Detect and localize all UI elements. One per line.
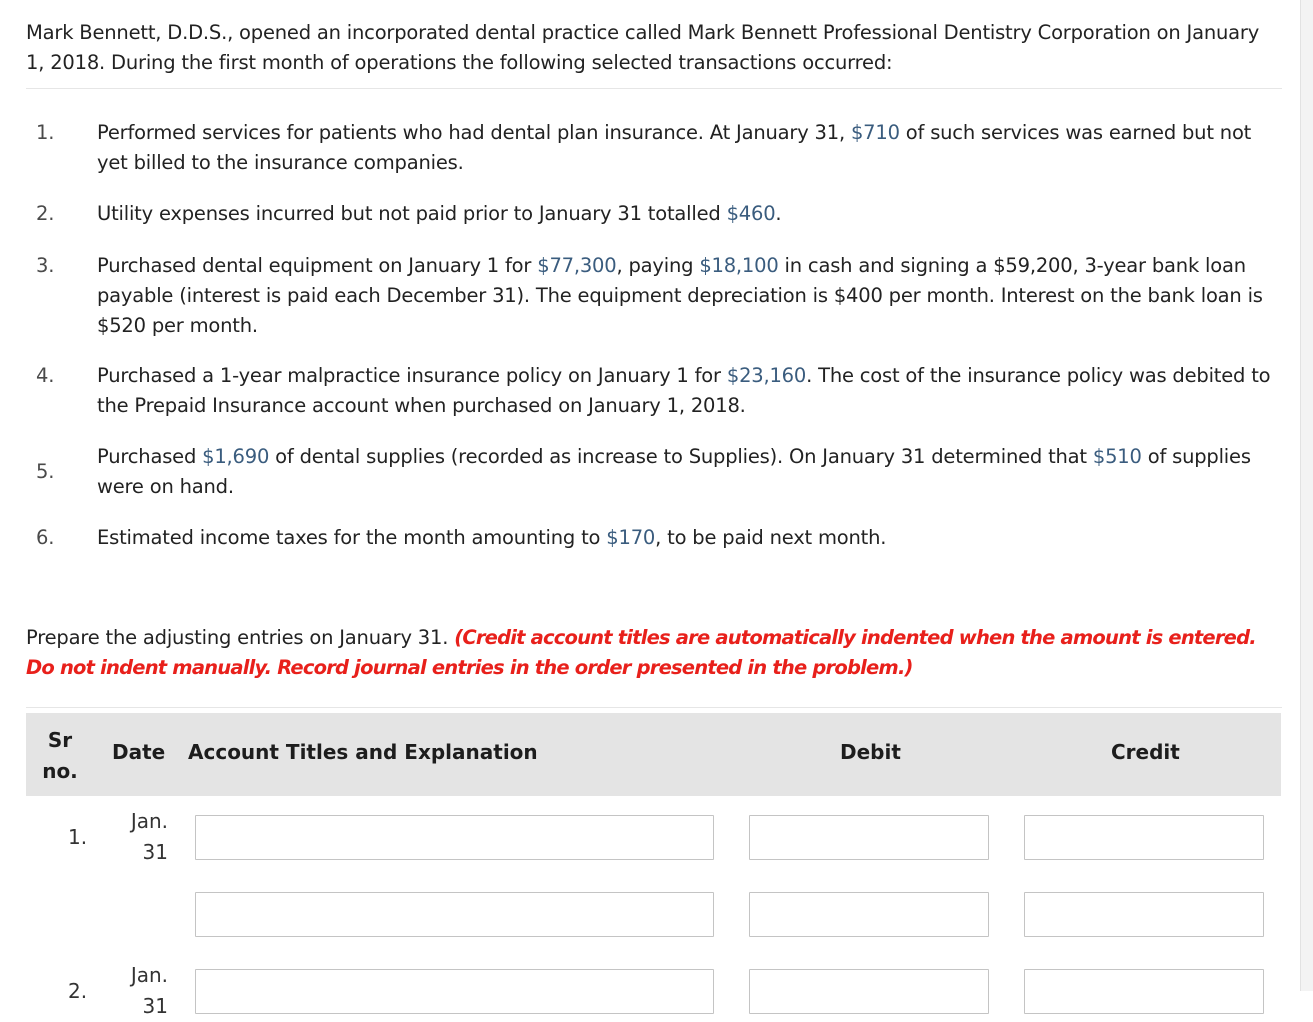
account-title-input[interactable]: [195, 969, 714, 1014]
transaction-number: 5.: [36, 460, 55, 483]
header-date: Date: [112, 740, 166, 764]
debit-input[interactable]: [749, 969, 989, 1014]
instructions-text: Prepare the adjusting entries on January 31.: [26, 626, 455, 649]
entry-date-day: 31: [142, 994, 168, 1018]
entry-date: [118, 960, 168, 1022]
account-title-input[interactable]: [195, 892, 714, 937]
entry-date: [118, 806, 168, 868]
header-account-titles: Account Titles and Explanation: [188, 740, 538, 764]
text-segment: Estimated income taxes for the month amounting to: [97, 526, 607, 549]
transaction-number: 3.: [36, 254, 55, 277]
header-debit: Debit: [840, 740, 901, 764]
amount: $23,160: [726, 364, 807, 387]
text-segment: of supplies were on hand.: [97, 445, 1251, 498]
text-segment: of dental supplies (recorded as increase to Supplies). On January 31 determined that: [269, 445, 1093, 468]
text-segment: .: [775, 202, 782, 225]
text-segment: Purchased a 1-year malpractice insurance policy on January 1 for: [97, 364, 727, 387]
instructions-note: (Credit account titles are automatically indented when the amount is entered. Do not indent manually. Record journal entries in the order presented in the problem.): [26, 626, 1256, 679]
divider: [26, 707, 1282, 708]
transaction-number: 2.: [36, 202, 55, 225]
right-scroll-gutter: [1300, 0, 1313, 991]
text-segment: in cash and signing a $59,200, 3-year bank loan payable (interest is paid each December 31). The equipment depreciation is $400 per month. Interest on the bank loan is $520 per month.: [97, 254, 1263, 337]
debit-input[interactable]: [749, 815, 989, 860]
text-segment: Utility expenses incurred but not paid prior to January 31 totalled: [97, 202, 727, 225]
transaction-text: [97, 251, 1277, 341]
text-segment: Performed services for patients who had dental plan insurance. At January 31,: [97, 121, 851, 144]
credit-input[interactable]: [1024, 815, 1264, 860]
transaction-number: 1.: [36, 121, 55, 144]
transaction-number: 6.: [36, 526, 55, 549]
text-segment: , paying: [616, 254, 700, 277]
account-title-input[interactable]: [195, 815, 714, 860]
transaction-text: [97, 118, 1277, 178]
transaction-text: [97, 442, 1277, 502]
transaction-text: [97, 523, 1277, 553]
header-sr-line1: Sr: [47, 728, 73, 752]
header-credit: Credit: [1111, 740, 1180, 764]
entry-sr-number: 2.: [68, 979, 88, 1003]
instructions: [26, 623, 1282, 683]
amount: $460: [726, 202, 776, 225]
amount: $510: [1092, 445, 1142, 468]
entry-date-day: 31: [142, 840, 168, 864]
text-segment: of such services was earned but not yet billed to the insurance companies.: [97, 121, 1252, 174]
amount: $710: [850, 121, 900, 144]
transaction-number: 4.: [36, 364, 55, 387]
header-sr-no: [40, 725, 80, 787]
transaction-text: [97, 361, 1277, 421]
credit-input[interactable]: [1024, 969, 1264, 1014]
amount: $1,690: [202, 445, 270, 468]
text-segment: , to be paid next month.: [655, 526, 887, 549]
amount: $170: [606, 526, 656, 549]
entry-date-month: Jan.: [130, 963, 168, 987]
transaction-text: [97, 199, 1277, 229]
problem-intro: Mark Bennett, D.D.S., opened an incorporated dental practice called Mark Bennett Professional Dentistry Corporation on January 1, 2018. During the first month of operations the following selected transactions occurred:: [26, 21, 1260, 74]
entry-sr-number: 1.: [68, 825, 88, 849]
text-segment: Purchased dental equipment on January 1 for: [97, 254, 538, 277]
amount: $18,100: [699, 254, 779, 277]
text-segment: . The cost of the insurance policy was debited to the Prepaid Insurance account when purchased on January 1, 2018.: [97, 364, 1271, 417]
text-segment: Purchased: [97, 445, 203, 468]
journal-table-header: [26, 713, 1281, 796]
debit-input[interactable]: [749, 892, 989, 937]
entry-date-month: Jan.: [130, 809, 168, 833]
amount: $77,300: [537, 254, 617, 277]
credit-input[interactable]: [1024, 892, 1264, 937]
header-sr-line2: no.: [42, 759, 78, 783]
